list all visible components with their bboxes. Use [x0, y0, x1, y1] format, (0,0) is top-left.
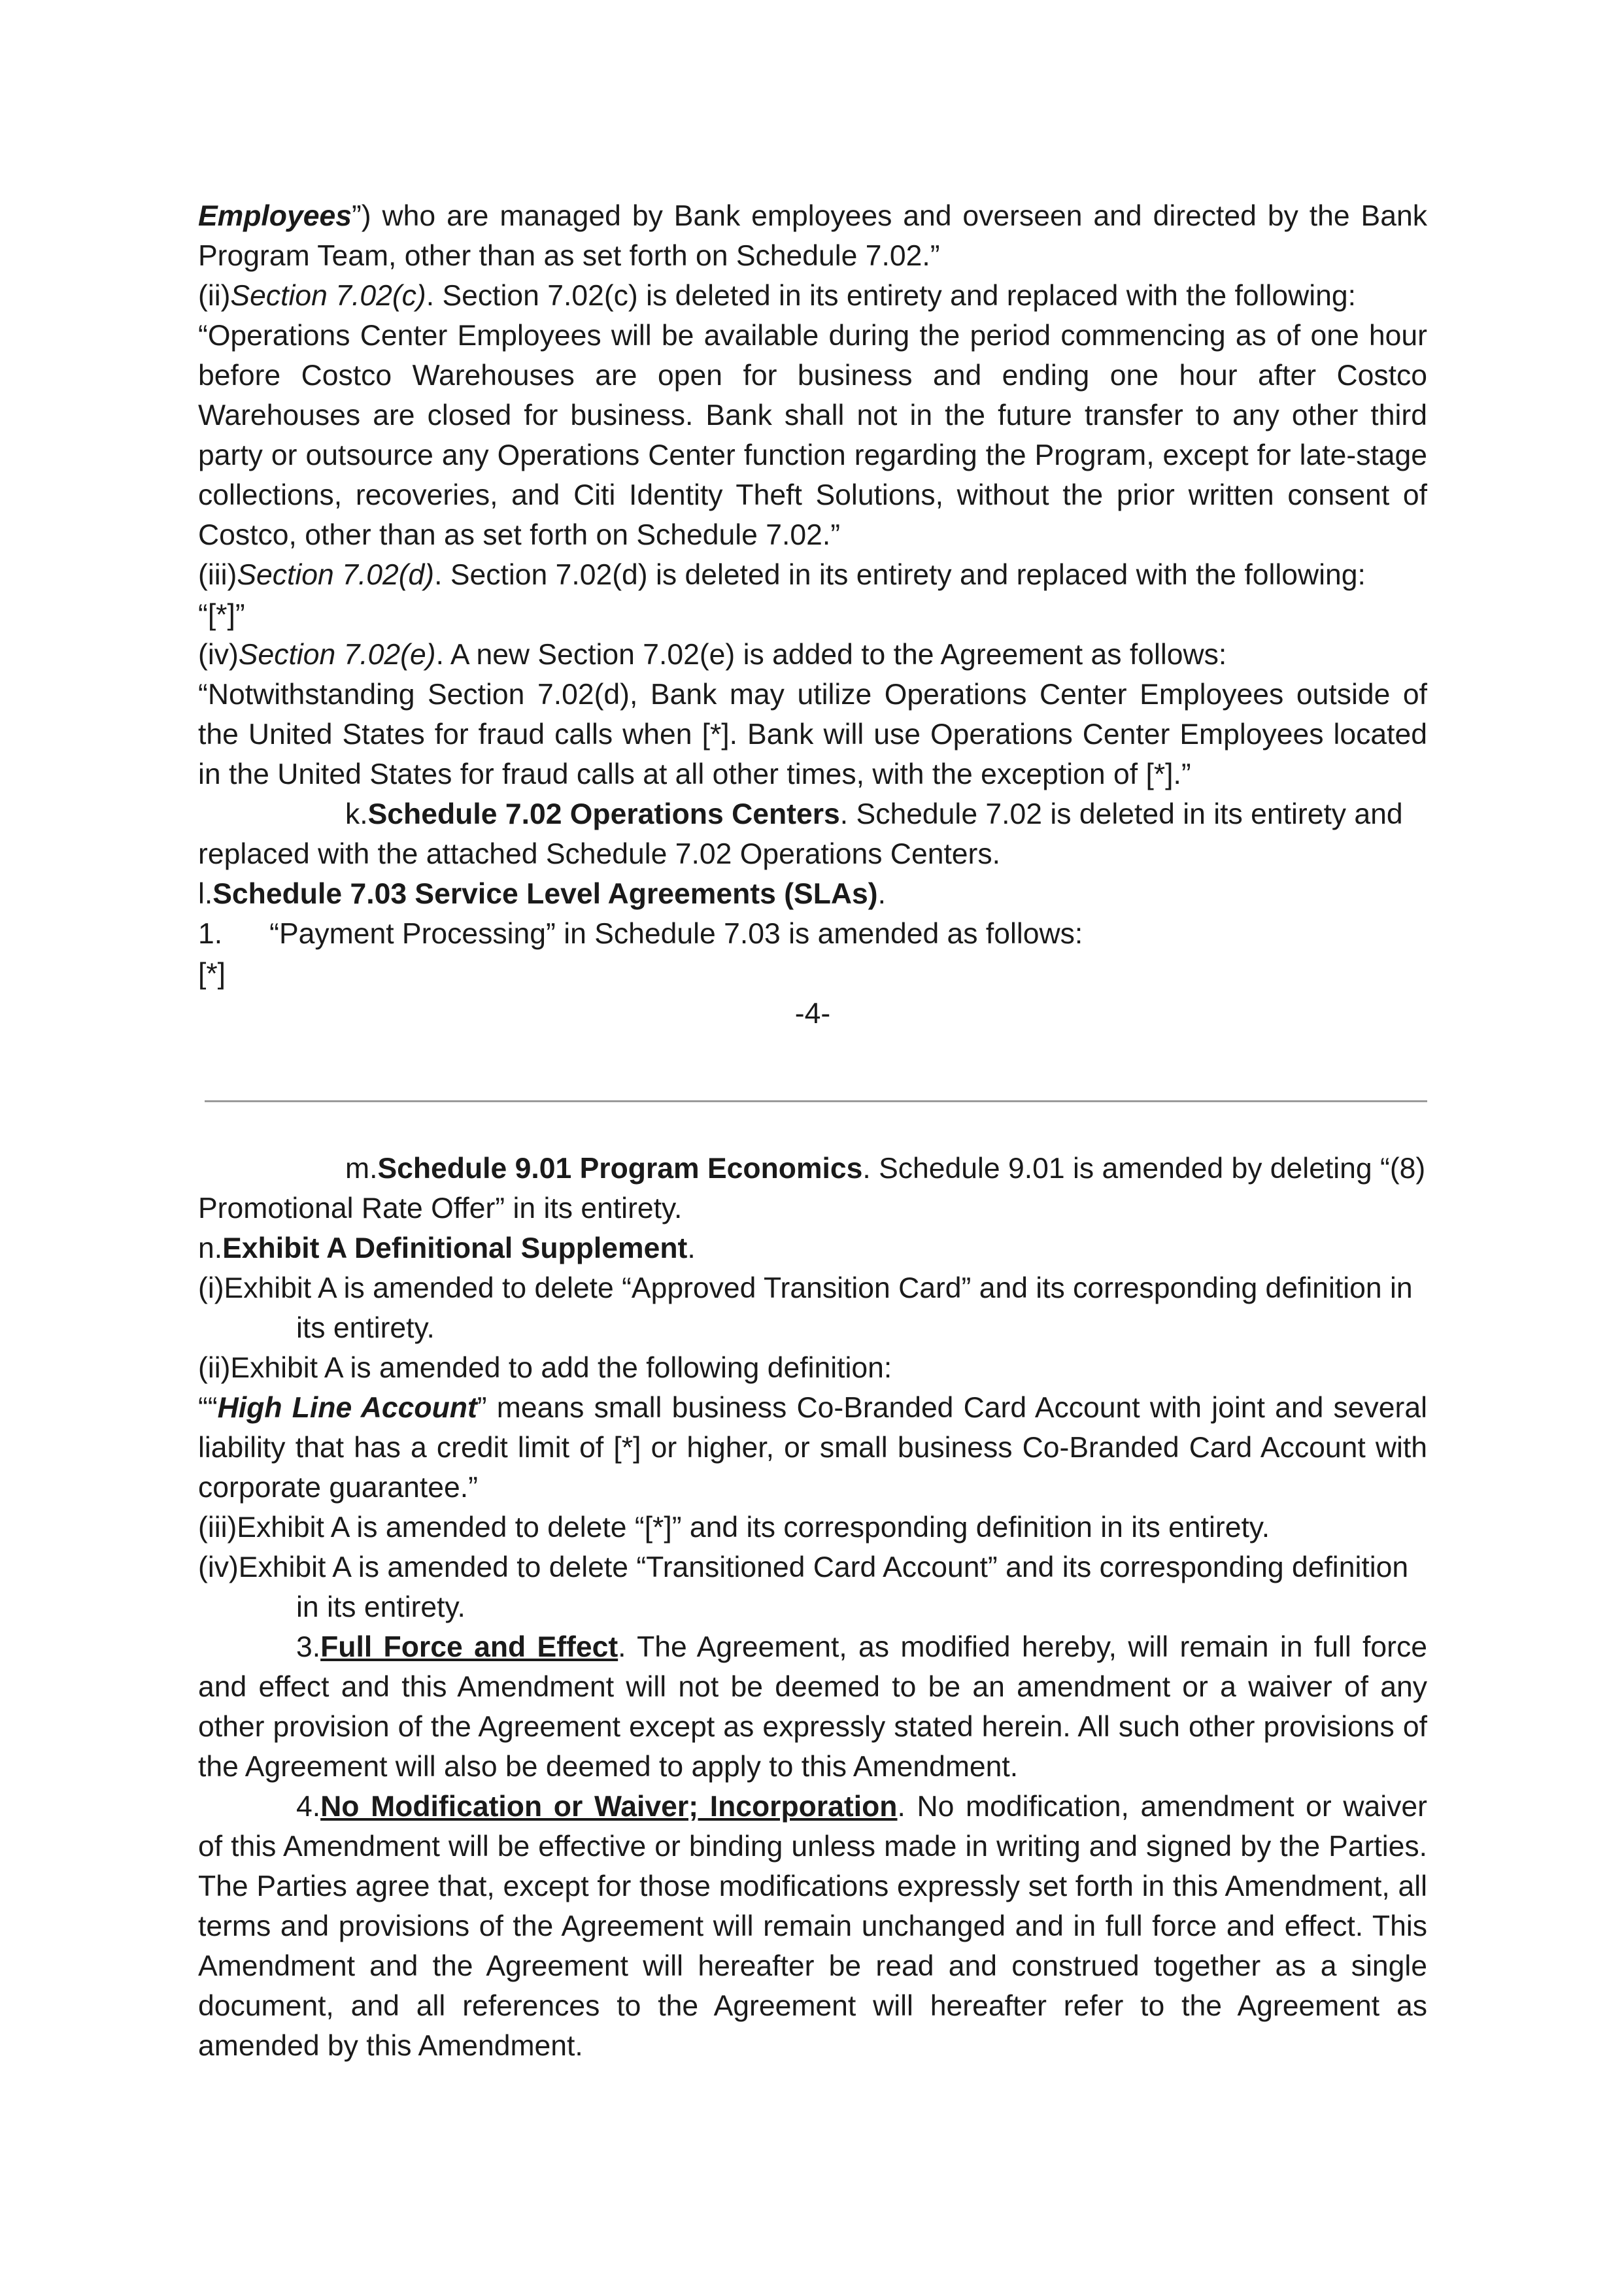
- paragraph-exhibit-a-item-i: (i)Exhibit A is amended to delete “Approved Transition Card” and its corresponding definition in its entirety.: [198, 1272, 1413, 1344]
- item-number: l.: [198, 878, 213, 910]
- clause-heading: Exhibit A Definitional Supplement: [222, 1232, 688, 1264]
- paragraph-text: .: [687, 1232, 696, 1264]
- section-reference: Section 7.02(e): [238, 639, 436, 671]
- item-number: (ii): [198, 280, 231, 312]
- paragraph-text: “Payment Processing” in Schedule 7.03 is amended as follows:: [269, 918, 1083, 950]
- clause-heading: Schedule 7.03 Service Level Agreements (SLAs): [212, 878, 878, 910]
- page-number: -4-: [794, 998, 831, 1030]
- paragraph-text: . Schedule 7.02 is deleted in its entirety and replaced with the attached Schedule 7.02 Operations Centers.: [198, 798, 1403, 870]
- item-number: n.: [198, 1232, 223, 1264]
- paragraph-text: ”) who are managed by Bank employees and overseen and directed by the Bank Program Team, other than as set forth on Schedule 7.02.”: [198, 200, 1427, 272]
- paragraph-text: . A new Section 7.02(e) is added to the Agreement as follows:: [435, 639, 1227, 671]
- item-number: 1.: [198, 918, 223, 950]
- paragraph-text: . Section 7.02(d) is deleted in its entirety and replaced with the following:: [434, 559, 1366, 591]
- paragraph-payment-processing: [198, 914, 1427, 954]
- paragraph-text: . Schedule 9.01 is amended by deleting “(8) Promotional Rate Offer” in its entirety.: [198, 1153, 1426, 1224]
- clause-heading: Full Force and Effect: [320, 1631, 618, 1663]
- paragraph-full-force-and-effect: [198, 1627, 1427, 1787]
- item-number: 4.: [296, 1791, 321, 1823]
- paragraph-text: .: [877, 878, 886, 910]
- paragraph-schedule-7-03: [198, 874, 1427, 914]
- clause-heading: Schedule 7.02 Operations Centers: [367, 798, 840, 830]
- clause-heading: Schedule 9.01 Program Economics: [377, 1153, 863, 1185]
- page-section-bottom: [198, 1149, 1427, 2066]
- quote-marks: ““: [198, 1392, 218, 1424]
- paragraph-text: . Section 7.02(c) is deleted in its entirety and replaced with the following:: [426, 280, 1357, 312]
- paragraph-section-7-02d-heading: [198, 555, 1427, 595]
- item-number: (iv): [198, 639, 239, 671]
- paragraph-redacted: [*]: [198, 958, 226, 990]
- defined-term: Employees: [198, 200, 352, 232]
- paragraph-exhibit-a-item-iv: (iv)Exhibit A is amended to delete “Transitioned Card Account” and its corresponding definition in its entirety.: [198, 1551, 1409, 1623]
- item-number: (iii): [198, 559, 237, 591]
- paragraph-text: . The Agreement, as modified hereby, will remain in full force and effect and this Amendment will not be deemed to be an amendment or a waiver of any other provision of the Agreement except as expressly stated herein. All such other provisions of the Agreement will also be deemed to apply to this Amendment.: [198, 1631, 1427, 1783]
- paragraph-text: . No modification, amendment or waiver of this Amendment will be effective or binding unless made in writing and signed by the Parties. The Parties agree that, except for those modifications expressly set forth in this Amendment, all terms and provisions of the Agreement will remain unchanged and in full force and effect. This Amendment and the Agreement will hereafter be read and construed together as a single document, and all references to the Agreement will hereafter refer to the Agreement as amended by this Amendment.: [198, 1791, 1427, 2062]
- paragraph-redacted: “[*]”: [198, 599, 245, 631]
- section-reference: Section 7.02(c): [230, 280, 426, 312]
- paragraph-exhibit-a-item-ii: (ii)Exhibit A is amended to add the following definition:: [198, 1352, 892, 1384]
- paragraph-section-7-02e-body: “Notwithstanding Section 7.02(d), Bank may utilize Operations Center Employees outside of the United States for fraud calls when [*]. Bank will use Operations Center Employees located in the United States for fraud calls at all other times, with the exception of [*].”: [198, 679, 1427, 790]
- paragraph-exhibit-a: [198, 1228, 1427, 1268]
- defined-term: High Line Account: [217, 1392, 477, 1424]
- clause-heading: No Modification or Waiver; Incorporation: [320, 1791, 898, 1823]
- paragraph-employees-continuation: [198, 196, 1427, 276]
- paragraph-schedule-7-02: [198, 794, 1427, 874]
- paragraph-schedule-9-01: [198, 1149, 1427, 1228]
- page-section-top: [198, 196, 1427, 1034]
- item-number: k.: [345, 798, 368, 830]
- paragraph-section-7-02c-body: “Operations Center Employees will be available during the period commencing as of one hour before Costco Warehouses are open for business and ending one hour after Costco Warehouses are closed for business. Bank shall not in the future transfer to any other third party or outsource any Operations Center function regarding the Program, except for late-stage collections, recoveries, and Citi Identity Theft Solutions, without the prior written consent of Costco, other than as set forth on Schedule 7.02.”: [198, 320, 1427, 551]
- section-reference: Section 7.02(d): [237, 559, 435, 591]
- paragraph-high-line-account-definition: [198, 1388, 1427, 1508]
- paragraph-exhibit-a-item-iii: (iii)Exhibit A is amended to delete “[*]” and its corresponding definition in its entirety.: [198, 1511, 1270, 1543]
- paragraph-section-7-02c-heading: [198, 276, 1427, 316]
- paragraph-no-modification: [198, 1787, 1427, 2066]
- item-number: 3.: [296, 1631, 321, 1663]
- paragraph-text: ” means small business Co-Branded Card Account with joint and several liability that has a credit limit of [*] or higher, or small business Co-Branded Card Account with corporate guarantee.”: [198, 1392, 1427, 1504]
- item-number: m.: [345, 1153, 378, 1185]
- page-break-divider: [205, 1100, 1427, 1102]
- paragraph-section-7-02e-heading: [198, 635, 1427, 675]
